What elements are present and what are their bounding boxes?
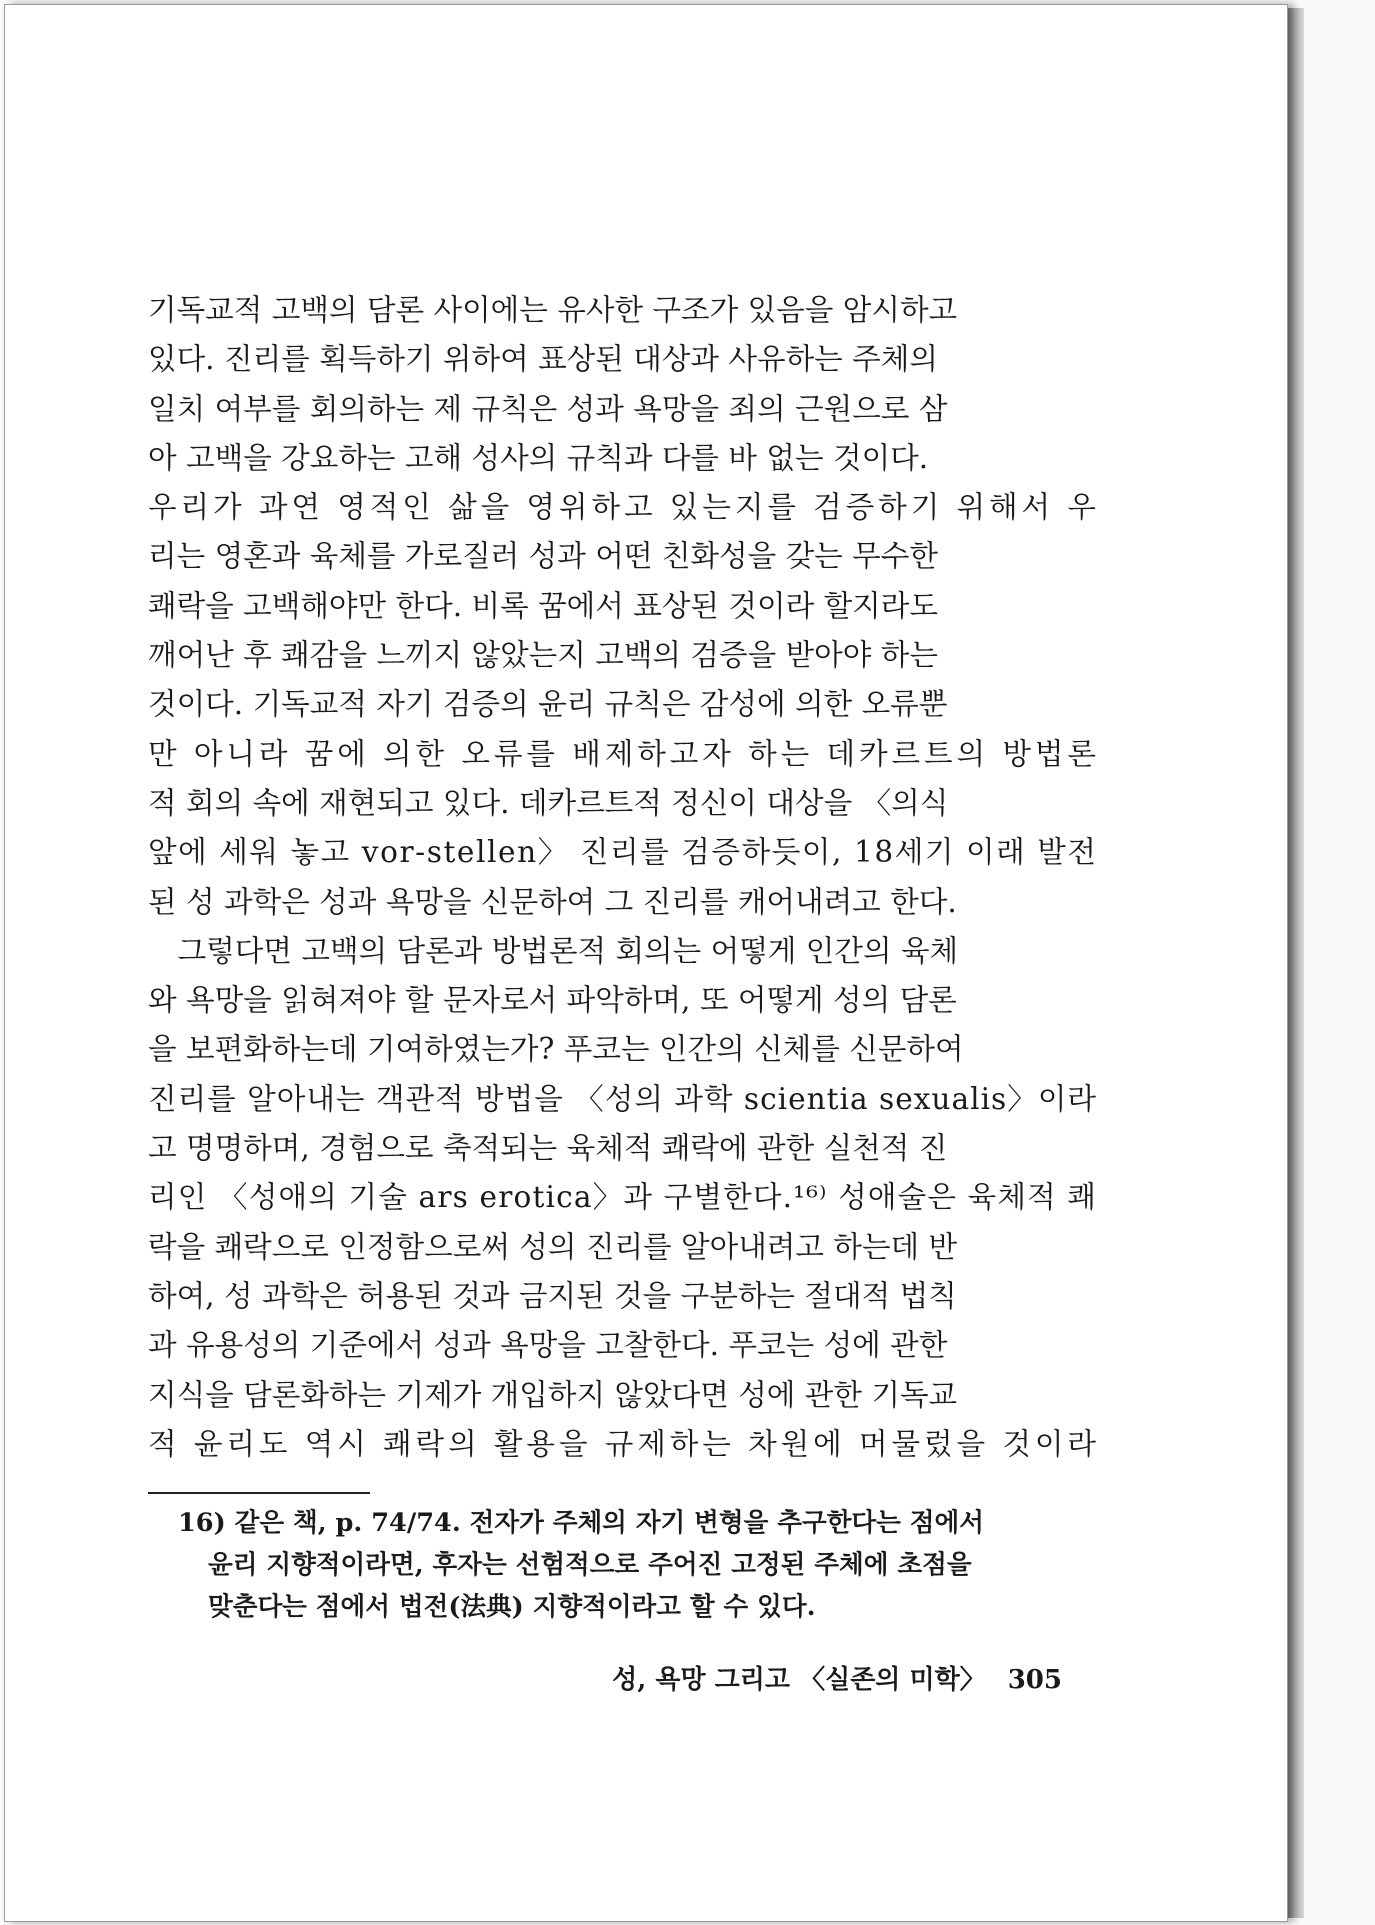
text-line	[148, 927, 1096, 976]
text-line	[148, 1025, 1096, 1074]
text-line	[148, 1321, 1096, 1370]
text-line-content: 와 욕망을 읽혀져야 할 문자로서 파악하며, 또 어떻게 성의 담론	[148, 983, 957, 1018]
footnote	[178, 1502, 1098, 1628]
text-line	[148, 631, 1096, 680]
text-line-content: 아 고백을 강요하는 고해 성사의 규칙과 다를 바 없는 것이다.	[148, 440, 929, 475]
text-line-content: 락을 쾌락으로 인정함으로써 성의 진리를 알아내려고 하는데 반	[148, 1229, 958, 1264]
text-line	[148, 878, 1096, 927]
text-line-content: 그렇다면 고백의 담론과 방법론적 회의는 어떻게 인간의 육체	[148, 933, 959, 968]
text-line-content: 것이다. 기독교적 자기 검증의 윤리 규칙은 감성에 의한 오류뿐	[148, 687, 948, 722]
text-line-content: 리는 영혼과 육체를 가로질러 성과 어떤 친화성을 갖는 무수한	[148, 539, 938, 574]
text-line-content: 된 성 과학은 성과 욕망을 신문하여 그 진리를 캐어내려고 한다.	[148, 884, 957, 919]
text-line	[148, 1223, 1096, 1272]
text-line	[148, 532, 1096, 581]
text-line-content: 있다. 진리를 획득하기 위하여 표상된 대상과 사유하는 주체의	[148, 342, 938, 377]
text-line-content: 기독교적 고백의 담론 사이에는 유사한 구조가 있음을 암시하고	[148, 293, 958, 327]
footnote-line: 맞춘다는 점에서 법전(法典) 지향적이라고 할 수 있다.	[208, 1592, 816, 1622]
text-line	[148, 779, 1096, 828]
text-line	[148, 434, 1096, 483]
text-line	[148, 1075, 1096, 1124]
text-line	[148, 286, 1096, 335]
text-line	[148, 828, 1096, 877]
body-text	[148, 286, 1100, 1469]
page-number: 305	[1007, 1665, 1062, 1695]
text-line-content: 만 아니라 꿈에 의한 오류를 배제하고자 하는 데카르트의 방법론	[148, 736, 1100, 771]
page-edge-shadow	[1287, 8, 1304, 1918]
text-line-content: 적 윤리도 역시 쾌락의 활용을 규제하는 차원에 머물렀을 것이라	[148, 1426, 1100, 1461]
text-line-content: 깨어난 후 쾌감을 느끼지 않았는지 고백의 검증을 받아야 하는	[148, 638, 938, 673]
text-line-content: 지식을 담론화하는 기제가 개입하지 않았다면 성에 관한 기독교	[148, 1377, 958, 1412]
text-line	[148, 385, 1096, 434]
running-footer	[612, 1658, 1062, 1702]
text-line-content: 고 명명하며, 경험으로 축적되는 육체적 쾌락에 관한 실천적 진	[148, 1131, 948, 1166]
text-line	[148, 1173, 1096, 1222]
footnote-line: 윤리 지향적이라면, 후자는 선험적으로 주어진 고정된 주체에 초점을	[208, 1550, 972, 1580]
text-line	[148, 730, 1100, 779]
running-footer-title: 성, 욕망 그리고 〈실존의 미학〉	[612, 1665, 986, 1695]
text-line-content: 앞에 세워 놓고 vor-stellen〉 진리를 검증하듯이, 18세기 이래 발전	[148, 835, 1098, 870]
text-line-content: 일치 여부를 회의하는 제 규칙은 성과 욕망을 죄의 근원으로 삼	[148, 391, 948, 426]
text-line-content: 과 유용성의 기준에서 성과 욕망을 고찰한다. 푸코는 성에 관한	[148, 1328, 948, 1363]
text-line	[148, 1124, 1096, 1173]
text-line	[148, 976, 1096, 1025]
text-line	[148, 335, 1096, 384]
text-line-content: 적 회의 속에 재현되고 있다. 데카르트적 정신이 대상을 〈의식	[148, 785, 949, 820]
text-line	[148, 582, 1096, 631]
text-line-content: 리인 〈성애의 기술 ars erotica〉과 구별한다.¹⁶⁾ 성애술은 육체적 쾌	[148, 1180, 1098, 1215]
text-line-content: 진리를 알아내는 객관적 방법을 〈성의 과학 scientia sexualis〉이라	[148, 1081, 1097, 1116]
text-line	[148, 1272, 1096, 1321]
footnote-divider	[148, 1492, 370, 1494]
text-line	[148, 1371, 1096, 1420]
text-line-content: 하여, 성 과학은 허용된 것과 금지된 것을 구분하는 절대적 법칙	[148, 1278, 957, 1313]
text-line-content: 을 보편화하는데 기여하였는가? 푸코는 인간의 신체를 신문하여	[148, 1032, 964, 1067]
text-line	[148, 680, 1096, 729]
text-line-content: 우리가 과연 영적인 삶을 영위하고 있는지를 검증하기 위해서 우	[148, 490, 1100, 525]
footnote-line: 16) 같은 책, p. 74/74. 전자가 주체의 자기 변형을 추구한다는 점에서	[178, 1508, 984, 1538]
text-line-content: 쾌락을 고백해야만 한다. 비록 꿈에서 표상된 것이라 할지라도	[148, 588, 938, 623]
text-line	[148, 483, 1100, 532]
text-line	[148, 1420, 1100, 1469]
